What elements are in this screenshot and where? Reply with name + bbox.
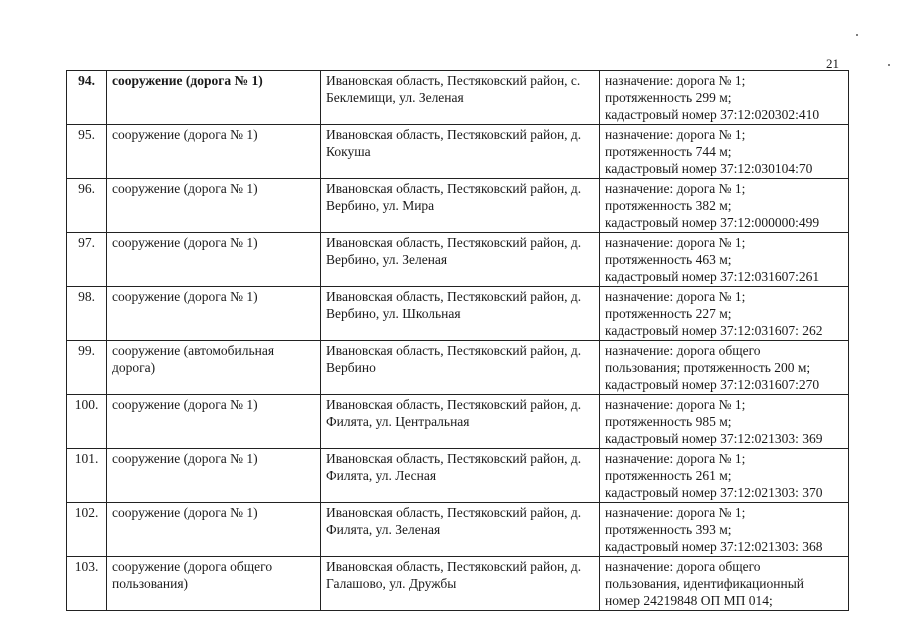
table-row [67, 287, 849, 341]
table-row [67, 233, 849, 287]
scan-speck [856, 34, 858, 36]
table-row [67, 179, 849, 233]
object-properties: назначение: дорога № 1; протяженность 393 м; кадастровый номер 37:12:021303: 368 [600, 503, 849, 557]
row-number: 99. [67, 341, 107, 395]
object-name: сооружение (дорога № 1) [107, 179, 321, 233]
property-table [66, 70, 849, 611]
table-row [67, 449, 849, 503]
row-number: 94. [67, 71, 107, 125]
object-properties: назначение: дорога № 1; протяженность 382 м; кадастровый номер 37:12:000000:499 [600, 179, 849, 233]
row-number: 102. [67, 503, 107, 557]
object-properties: назначение: дорога № 1; протяженность 985 м; кадастровый номер 37:12:021303: 369 [600, 395, 849, 449]
object-name: сооружение (дорога № 1) [107, 71, 321, 125]
table-row [67, 341, 849, 395]
row-number: 96. [67, 179, 107, 233]
object-address: Ивановская область, Пестяковский район, д. Вербино, ул. Школьная [321, 287, 600, 341]
object-name: сооружение (дорога № 1) [107, 125, 321, 179]
object-properties: назначение: дорога общего пользования; протяженность 200 м; кадастровый номер 37:12:031607:270 [600, 341, 849, 395]
object-properties: назначение: дорога общего пользования, идентификационный номер 24219848 ОП МП 014; [600, 557, 849, 611]
object-properties: назначение: дорога № 1; протяженность 744 м; кадастровый номер 37:12:030104:70 [600, 125, 849, 179]
object-properties: назначение: дорога № 1; протяженность 261 м; кадастровый номер 37:12:021303: 370 [600, 449, 849, 503]
object-address: Ивановская область, Пестяковский район, д. Филята, ул. Лесная [321, 449, 600, 503]
table-row [67, 503, 849, 557]
object-properties: назначение: дорога № 1; протяженность 463 м; кадастровый номер 37:12:031607:261 [600, 233, 849, 287]
scan-speck [888, 64, 890, 66]
object-name: сооружение (автомобильная дорога) [107, 341, 321, 395]
object-address: Ивановская область, Пестяковский район, д. Филята, ул. Зеленая [321, 503, 600, 557]
table-row [67, 557, 849, 611]
object-address: Ивановская область, Пестяковский район, д. Филята, ул. Центральная [321, 395, 600, 449]
object-name: сооружение (дорога № 1) [107, 233, 321, 287]
object-address: Ивановская область, Пестяковский район, д. Вербино, ул. Мира [321, 179, 600, 233]
object-properties: назначение: дорога № 1; протяженность 227 м; кадастровый номер 37:12:031607: 262 [600, 287, 849, 341]
table-row [67, 71, 849, 125]
object-address: Ивановская область, Пестяковский район, д. Галашово, ул. Дружбы [321, 557, 600, 611]
object-name: сооружение (дорога № 1) [107, 395, 321, 449]
object-name: сооружение (дорога общего пользования) [107, 557, 321, 611]
object-name: сооружение (дорога № 1) [107, 287, 321, 341]
object-name: сооружение (дорога № 1) [107, 449, 321, 503]
object-address: Ивановская область, Пестяковский район, с. Беклемищи, ул. Зеленая [321, 71, 600, 125]
row-number: 103. [67, 557, 107, 611]
object-address: Ивановская область, Пестяковский район, д. Вербино [321, 341, 600, 395]
row-number: 98. [67, 287, 107, 341]
object-name: сооружение (дорога № 1) [107, 503, 321, 557]
row-number: 101. [67, 449, 107, 503]
row-number: 95. [67, 125, 107, 179]
object-address: Ивановская область, Пестяковский район, д. Кокуша [321, 125, 600, 179]
row-number: 100. [67, 395, 107, 449]
page-number: 21 [826, 56, 839, 71]
row-number: 97. [67, 233, 107, 287]
table-row [67, 125, 849, 179]
object-address: Ивановская область, Пестяковский район, д. Вербино, ул. Зеленая [321, 233, 600, 287]
table-row [67, 395, 849, 449]
object-properties: назначение: дорога № 1; протяженность 299 м; кадастровый номер 37:12:020302:410 [600, 71, 849, 125]
